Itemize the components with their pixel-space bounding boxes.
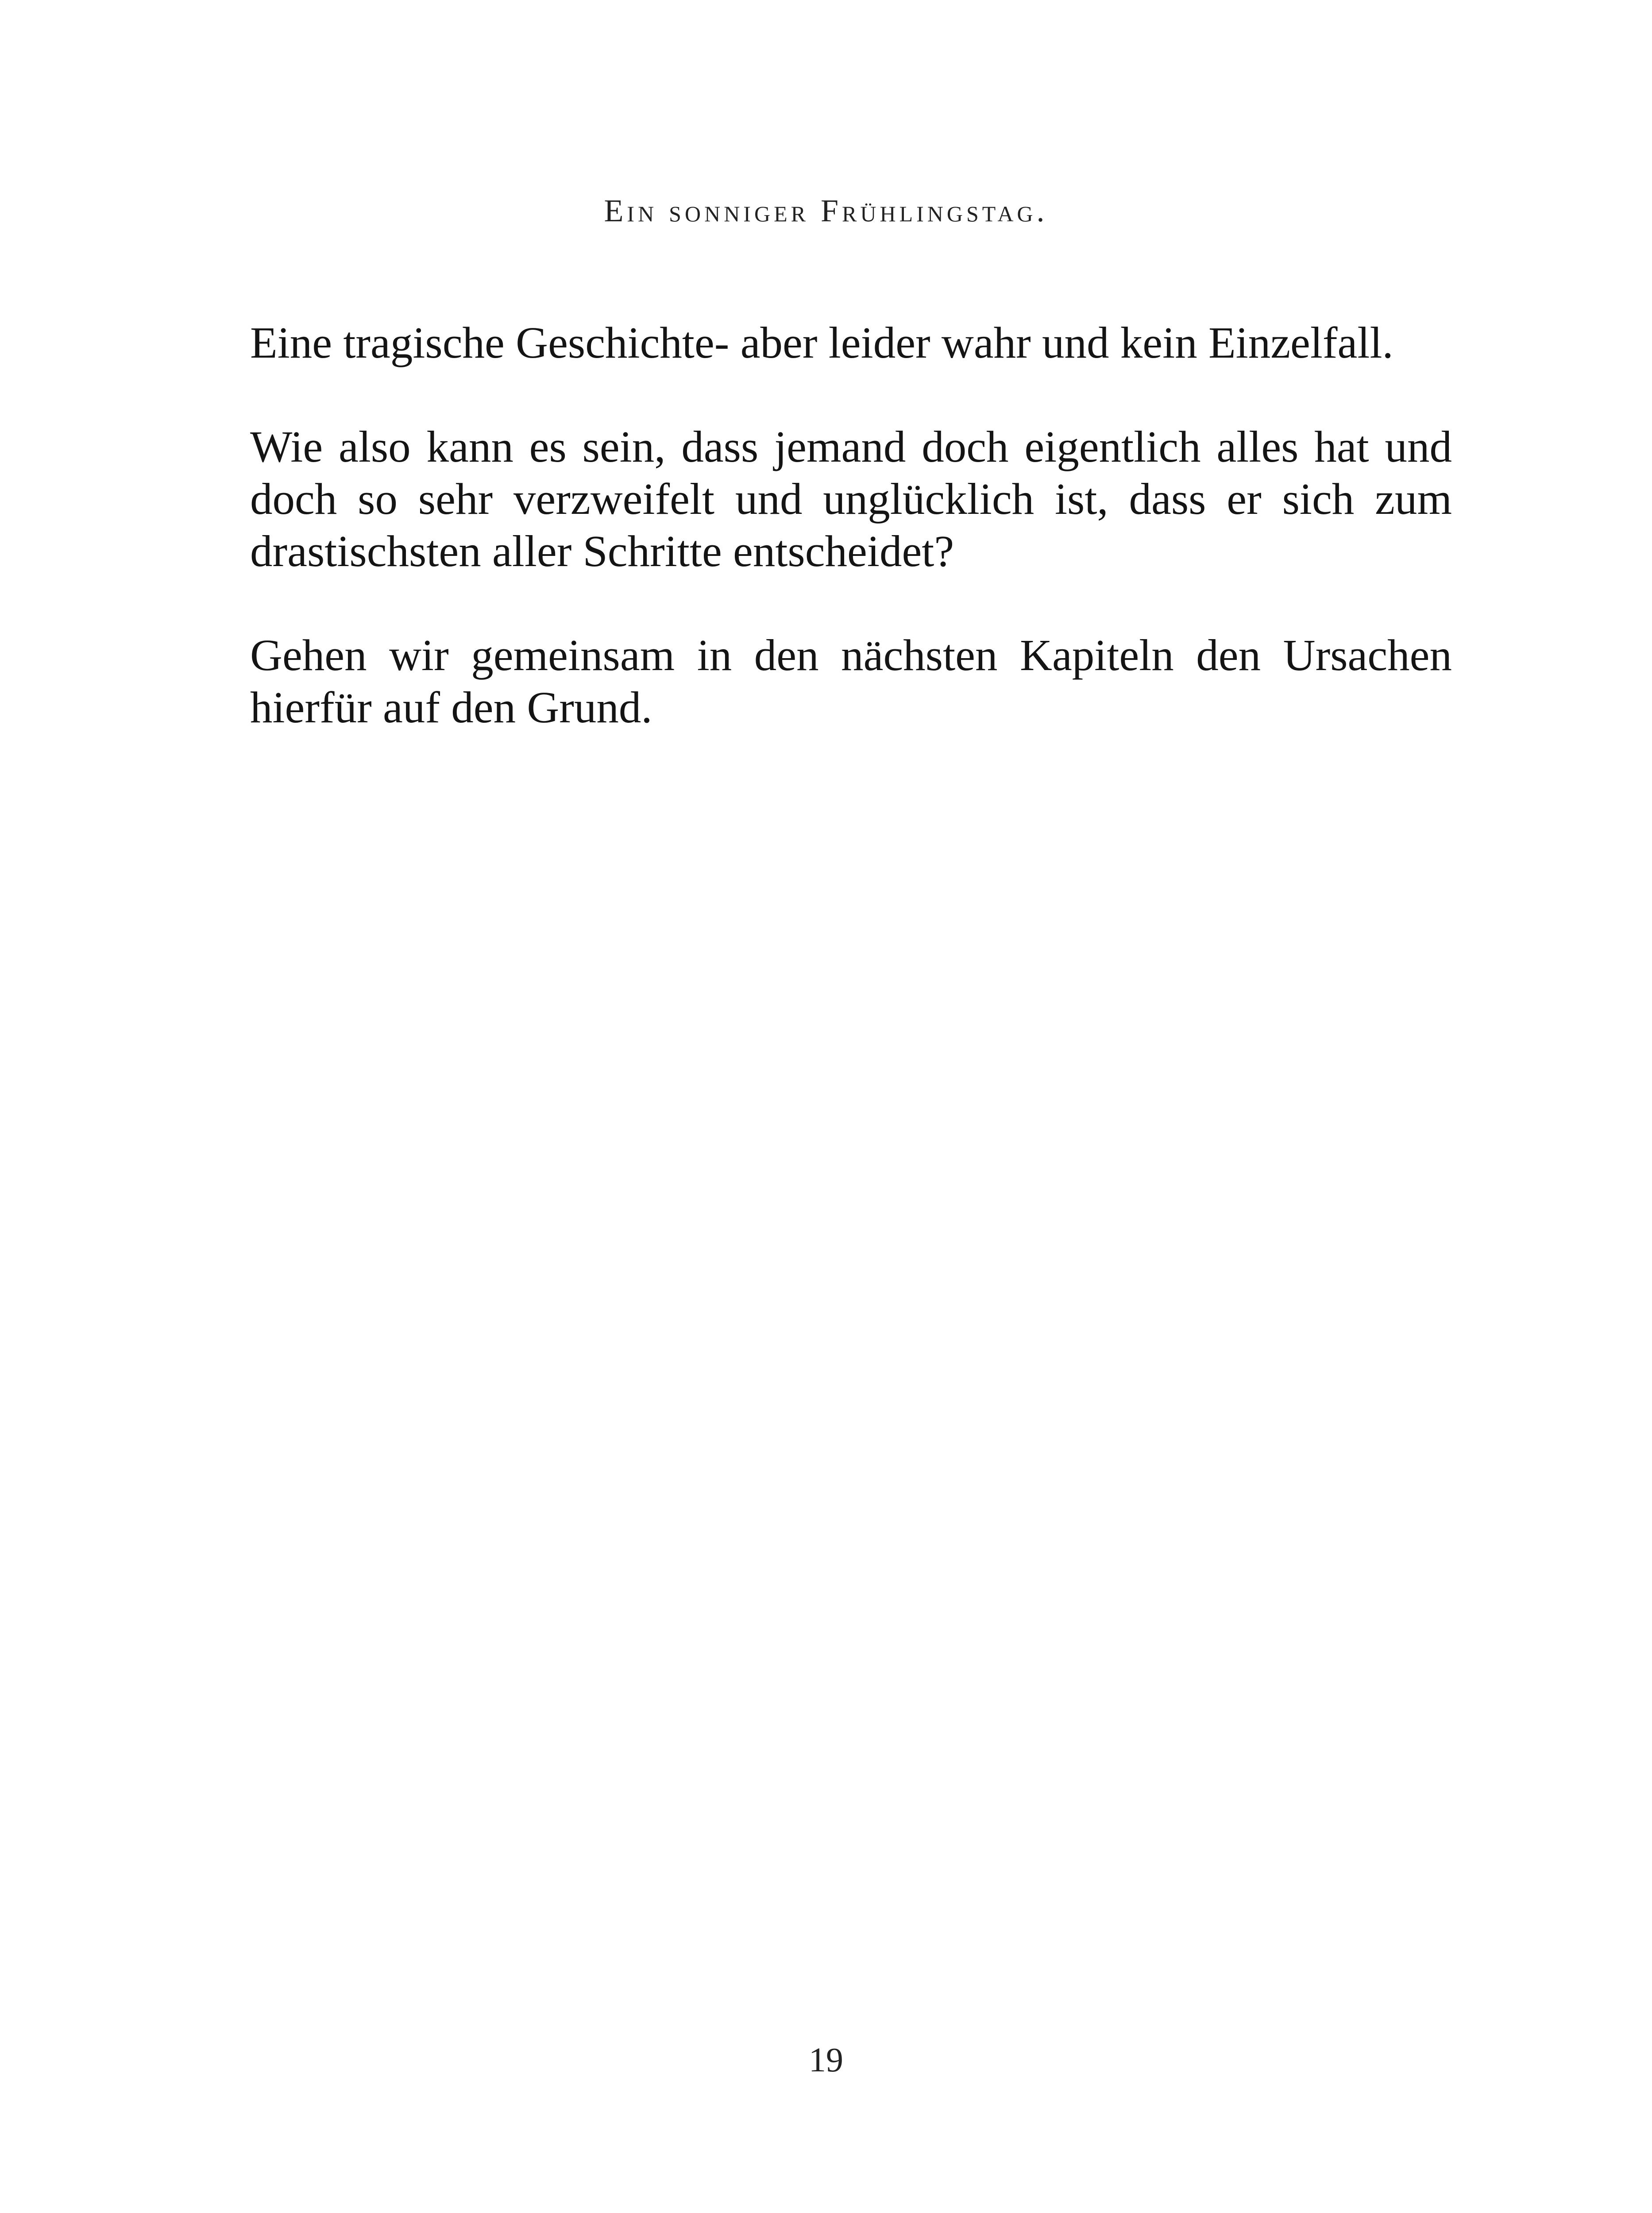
body-text xyxy=(250,316,1452,785)
page-number: 19 xyxy=(809,2040,843,2079)
paragraph-2: Wie also kann es sein, dass jemand doch eigentlich alles hat und doch so sehr verzweifelt und unglücklich ist, dass er sich zum drastischsten aller Schritte entscheidet? xyxy=(250,422,1452,576)
paragraph-1: Eine tragische Geschichte- aber leider wahr und kein Einzelfall. xyxy=(250,318,1393,367)
paragraph-3: Gehen wir gemeinsam in den nächsten Kapiteln den Ursachen hierfür auf den Grund. xyxy=(250,630,1452,732)
running-head: Ein sonniger Frühlingstag. xyxy=(604,193,1048,228)
